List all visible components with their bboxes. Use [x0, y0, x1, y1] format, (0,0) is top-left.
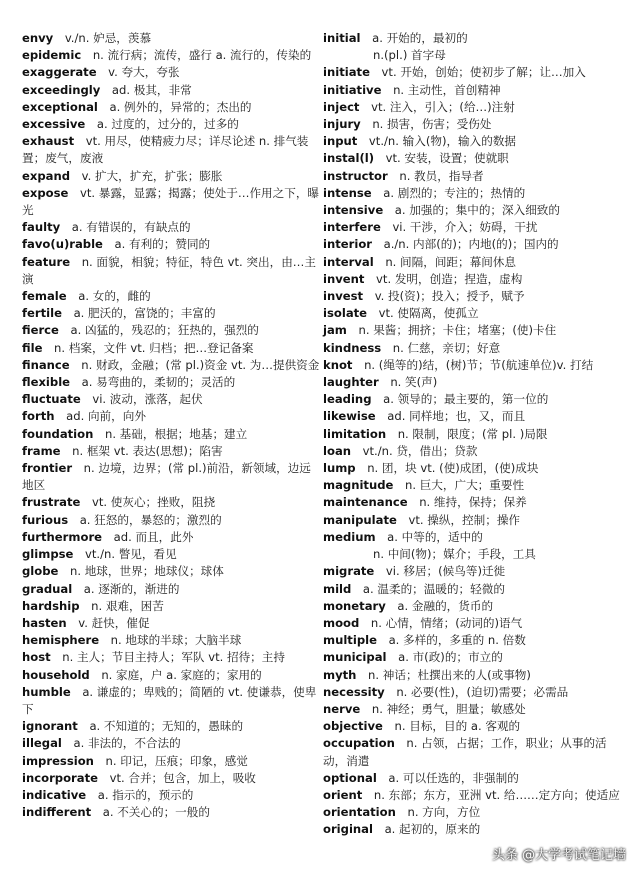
vocab-definition: n. 仁慈，亲切；好意 — [392, 340, 501, 355]
vocab-word: initiative — [323, 82, 382, 97]
vocab-word: limitation — [323, 426, 387, 441]
vocab-definition: vt. 使隔离，使孤立 — [378, 306, 479, 321]
vocab-definition: a. 例外的，异常的；杰出的 — [109, 99, 252, 114]
vocab-entry — [323, 581, 623, 598]
vocab-entry — [22, 168, 320, 185]
vocab-word: loan — [323, 443, 352, 458]
vocab-definition: v. 赶快，催促 — [78, 615, 150, 630]
vocab-word: optional — [323, 770, 377, 785]
vocab-definition: n.(pl.) 首字母 — [373, 48, 446, 63]
vocab-definition: a. 温柔的；温暖的；轻微的 — [362, 581, 505, 596]
vocab-definition: ad. 同样地；也，又，而且 — [387, 409, 526, 424]
vocab-word: medium — [323, 529, 376, 544]
vocab-entry — [22, 340, 320, 357]
vocab-definition: a. 起初的，原来的 — [384, 822, 481, 837]
vocab-entry — [22, 391, 320, 408]
vocab-definition: vt./n. 贷，借出；贷款 — [362, 443, 478, 458]
vocab-word: interval — [323, 254, 374, 269]
vocab-entry — [323, 649, 623, 666]
vocab-definition: n. 财政，金融；(常 pl.)资金 vt. 为…提供资金 — [81, 357, 320, 372]
vocab-word: gradual — [22, 581, 73, 596]
vocab-definition: n. 印记，压痕；印象，感觉 — [105, 753, 248, 768]
vocab-entry — [323, 529, 623, 546]
vocab-word: fierce — [22, 323, 59, 338]
vocab-definition: n. 基础，根据；地基；建立 — [104, 426, 248, 441]
vocab-definition: a. 多样的，多重的 n. 倍数 — [388, 633, 526, 648]
vocab-word: favo(u)rable — [22, 237, 103, 252]
vocab-entry — [323, 477, 623, 494]
vocab-entry — [22, 753, 320, 770]
vocab-entry — [22, 305, 320, 322]
vocab-definition: n. 限制，限度；(常 pl. )局限 — [397, 426, 548, 441]
vocab-definition: a. 开始的，最初的 — [372, 31, 468, 45]
vocab-entry — [22, 133, 320, 167]
vocab-entry — [323, 684, 623, 701]
vocab-entry — [323, 236, 623, 253]
vocab-word: objective — [323, 719, 383, 734]
vocab-word: migrate — [323, 564, 375, 579]
vocab-entry — [323, 546, 623, 563]
vocab-word: ignorant — [22, 719, 78, 734]
vocab-word: epidemic — [22, 48, 82, 63]
vocab-entry — [323, 271, 623, 288]
vocab-definition: n. 边境，边界；(常 pl.)前沿，新领域，边远地区 — [22, 461, 311, 493]
vocab-entry — [323, 598, 623, 615]
vocab-definition: n. 心情，情绪；(动词的)语气 — [370, 615, 523, 630]
vocab-definition: n. 必要(性)，(迫切)需要；必需品 — [396, 684, 569, 699]
vocab-entry — [22, 598, 320, 615]
vocab-word: knot — [323, 357, 353, 372]
vocab-definition: n. 中间(物)；媒介；手段，工具 — [373, 547, 536, 562]
vocab-entry — [323, 443, 623, 460]
vocab-word: furious — [22, 512, 69, 527]
vocab-word: hasten — [22, 615, 67, 630]
vocab-word: frame — [22, 443, 61, 458]
vocab-entry — [22, 374, 320, 391]
vocab-entry — [323, 787, 623, 804]
vocab-word: frontier — [22, 461, 73, 476]
vocab-definition: n. 神经；勇气，胆量；敏感处 — [371, 701, 526, 716]
vocab-entry — [22, 804, 320, 821]
vocab-entry — [22, 426, 320, 443]
vocab-definition: a. 女的，雌的 — [78, 289, 151, 304]
vocab-word: globe — [22, 564, 59, 579]
vocab-entry — [22, 357, 320, 374]
vocab-definition: n. 艰难，困苦 — [91, 598, 164, 613]
vocab-entry — [323, 770, 623, 787]
vocab-entry — [22, 236, 320, 253]
vocab-word: manipulate — [323, 512, 397, 527]
vocab-word: household — [22, 667, 90, 682]
vocab-word: exceptional — [22, 99, 98, 114]
vocab-entry — [22, 615, 320, 632]
vocab-word: orientation — [323, 805, 396, 820]
vocab-entry — [323, 512, 623, 529]
vocab-definition: n. (绳等的)结，(树)节；节(航速单位)v. 打结 — [364, 357, 594, 372]
vocab-definition: n. 档案，文件 vt. 归档；把…登记备案 — [54, 340, 254, 355]
vocab-entry — [323, 821, 623, 838]
vocab-entry — [22, 718, 320, 735]
vocab-word: glimpse — [22, 547, 74, 562]
vocab-entry — [22, 667, 320, 684]
vocab-definition: ad. 而且，此外 — [113, 529, 194, 544]
vocab-entry — [22, 322, 320, 339]
left-column — [22, 30, 320, 821]
vocab-entry — [22, 649, 320, 666]
vocab-entry — [22, 770, 320, 787]
vocab-entry — [323, 357, 623, 374]
vocab-definition: a. 有错误的，有缺点的 — [71, 220, 191, 235]
vocab-definition: vt./n. 输入(物)，输入的数据 — [368, 134, 517, 149]
vocab-entry — [323, 185, 623, 202]
vocab-definition: a. 市(政)的；市立的 — [398, 650, 503, 665]
vocab-definition: n. 家庭，户 a. 家庭的；家用的 — [101, 667, 262, 682]
vocab-word: expand — [22, 168, 71, 183]
vocab-entry — [323, 82, 623, 99]
vocab-entry — [22, 82, 320, 99]
vocab-definition: a. 指示的，预示的 — [97, 787, 194, 802]
vocab-entry — [323, 667, 623, 684]
vocab-word: leading — [323, 392, 372, 407]
vocab-definition: vi. 干涉，介入；妨碍，干扰 — [392, 220, 538, 235]
vocab-definition: n. 目标，目的 a. 客观的 — [394, 719, 521, 734]
vocab-entry — [22, 563, 320, 580]
vocab-definition: a. 有利的；赞同的 — [114, 237, 211, 252]
vocab-word: file — [22, 340, 43, 355]
vocab-definition: v./n. 妒忌，羡慕 — [64, 31, 152, 45]
vocab-word: impression — [22, 753, 94, 768]
vocab-word: necessity — [323, 684, 385, 699]
vocab-entry — [323, 116, 623, 133]
vocab-entry — [22, 787, 320, 804]
vocab-entry — [22, 684, 320, 718]
vocab-entry — [22, 219, 320, 236]
vocab-word: kindness — [323, 340, 382, 355]
vocab-definition: v. 夸大，夸张 — [108, 65, 180, 80]
vocab-word: feature — [22, 254, 71, 269]
vocab-entry — [22, 30, 320, 47]
vocab-definition: a. 凶猛的，残忍的；狂热的，强烈的 — [70, 323, 259, 338]
vocab-definition: n. 方向，方位 — [407, 805, 481, 820]
vocab-entry — [323, 701, 623, 718]
vocab-definition: vt. 暴露，显露；揭露；使处于…作用之下，曝光 — [22, 185, 320, 218]
vocab-entry — [323, 99, 623, 116]
vocab-definition: ad. 极其，非常 — [111, 82, 192, 97]
vocab-word: input — [323, 134, 358, 149]
vocab-word: indifferent — [22, 805, 92, 820]
vocab-entry — [22, 408, 320, 425]
vocab-definition: vt. 注入，引入；(给…)注射 — [371, 99, 515, 114]
vocab-word: host — [22, 650, 51, 665]
vocab-definition: vt. 发明，创造；捏造，虚构 — [376, 271, 523, 286]
vocab-word: intensive — [323, 203, 384, 218]
vocab-definition: a. 谦虚的；卑贱的；简陋的 vt. 使谦恭，使卑下 — [22, 684, 317, 716]
vocab-definition: vi. 移居；(候鸟等)迁徙 — [385, 564, 506, 579]
vocab-word: laughter — [323, 375, 379, 390]
vocab-word: magnitude — [323, 478, 394, 493]
vocab-entry — [22, 546, 320, 563]
vocab-entry — [22, 460, 320, 494]
vocab-word: lump — [323, 461, 356, 476]
vocab-entry — [323, 426, 623, 443]
vocab-definition: a. 非法的，不合法的 — [73, 736, 181, 751]
vocab-word: myth — [323, 667, 357, 682]
vocab-word: hardship — [22, 598, 80, 613]
vocab-word: mood — [323, 615, 360, 630]
vocab-definition: n. 框架 vt. 表达(思想)；陷害 — [72, 443, 223, 458]
vocab-entry — [323, 47, 623, 64]
vocab-entry — [323, 168, 623, 185]
vocab-entry — [22, 581, 320, 598]
vocab-entry — [22, 494, 320, 511]
vocab-definition: a. 易弯曲的，柔韧的；灵活的 — [81, 375, 236, 390]
vocab-definition: n. 团，块 vt. (使)成团，(使)成块 — [367, 461, 539, 476]
vocab-word: finance — [22, 357, 70, 372]
vocab-word: exhaust — [22, 134, 75, 149]
vocab-entry — [323, 30, 623, 47]
vocab-definition: n. 东部；东方，亚洲 vt. 给……定方向；使适应 — [373, 787, 620, 802]
vocab-entry — [22, 99, 320, 116]
vocab-word: occupation — [323, 736, 395, 751]
vocab-definition: vt. 安装，设置；使就职 — [385, 151, 509, 166]
vocab-entry — [22, 288, 320, 305]
vocab-definition: vt. 开始，创始；使初步了解；让…加入 — [381, 65, 586, 80]
vocab-definition: vt./n. 瞥见，看见 — [85, 547, 177, 562]
vocab-definition: v. 扩大，扩充，扩张；膨胀 — [81, 168, 223, 183]
vocab-definition: n. 笑(声) — [390, 375, 438, 390]
vocab-definition: n. 地球，世界；地球仪；球体 — [70, 564, 224, 579]
vocab-word: expose — [22, 185, 69, 200]
vocab-entry — [22, 735, 320, 752]
vocab-definition: ad. 向前，向外 — [66, 409, 146, 424]
vocab-word: instructor — [323, 168, 388, 183]
watermark: 头条 @大学考试笔记墙 — [491, 847, 626, 863]
vocab-word: multiple — [323, 633, 377, 648]
vocab-definition: n. 主人；节目主持人；军队 vt. 招待；主持 — [62, 650, 285, 665]
vocab-word: instal(l) — [323, 151, 375, 166]
vocab-definition: vt. 合并；包含，加上，吸收 — [109, 770, 256, 785]
vocab-entry — [323, 340, 623, 357]
vocab-entry — [323, 254, 623, 271]
vocab-definition: a. 金融的，货币的 — [397, 598, 494, 613]
vocab-entry — [323, 615, 623, 632]
vocab-word: initiate — [323, 65, 370, 80]
vocab-word: initial — [323, 31, 361, 45]
vocab-definition: a./n. 内部(的)；内地(的)；国内的 — [383, 237, 559, 252]
vocab-entry — [22, 116, 320, 133]
vocab-entry — [323, 494, 623, 511]
vocab-word: envy — [22, 31, 54, 45]
vocab-word: inject — [323, 99, 360, 114]
vocab-entry — [323, 202, 623, 219]
vocab-word: invest — [323, 289, 364, 304]
vocab-word: excessive — [22, 117, 86, 132]
vocab-entry — [323, 150, 623, 167]
vocab-definition: n. 损害，伤害；受伤处 — [372, 117, 492, 132]
vocab-word: mild — [323, 581, 352, 596]
vocab-word: municipal — [323, 650, 387, 665]
vocab-word: foundation — [22, 426, 94, 441]
vocab-definition: a. 过度的，过分的，过多的 — [96, 117, 239, 132]
vocab-word: isolate — [323, 306, 368, 321]
vocab-entry — [323, 374, 623, 391]
vocab-word: flexible — [22, 375, 71, 390]
vocab-word: forth — [22, 409, 55, 424]
vocab-definition: n. 流行病；流传，盛行 a. 流行的，传染的 — [92, 48, 312, 63]
vocab-entry — [323, 288, 623, 305]
vocab-definition: n. 面貌，相貌；特征，特色 vt. 突出，由…主演 — [22, 254, 316, 286]
vocab-word: exceedingly — [22, 82, 101, 97]
vocab-definition: n. 主动性，首创精神 — [393, 82, 501, 97]
vocab-word: faulty — [22, 220, 61, 235]
vocab-word: furthermore — [22, 529, 103, 544]
vocab-word: intense — [323, 185, 372, 200]
vocab-definition: a. 领导的；最主要的，第一位的 — [383, 392, 549, 407]
vocab-entry — [323, 64, 623, 81]
vocab-word: incorporate — [22, 770, 98, 785]
vocab-definition: a. 剧烈的；专注的；热情的 — [383, 185, 526, 200]
vocab-word: fertile — [22, 306, 62, 321]
right-column — [323, 30, 623, 839]
vocab-word: nerve — [323, 701, 361, 716]
vocab-word: interior — [323, 237, 373, 252]
vocab-entry — [22, 632, 320, 649]
vocab-definition: a. 中等的，适中的 — [387, 529, 483, 544]
vocab-word: original — [323, 822, 373, 837]
vocab-definition: a. 不关心的；一般的 — [102, 805, 210, 820]
vocab-entry — [323, 735, 623, 769]
vocab-entry — [323, 632, 623, 649]
vocab-word: fluctuate — [22, 392, 81, 407]
vocab-word: indicative — [22, 787, 87, 802]
vocab-word: maintenance — [323, 495, 408, 510]
vocab-word: frustrate — [22, 495, 81, 510]
vocab-entry — [323, 133, 623, 150]
vocab-entry — [22, 185, 320, 219]
vocab-entry — [323, 305, 623, 322]
vocab-entry — [22, 64, 320, 81]
vocab-entry — [22, 47, 320, 64]
vocab-word: likewise — [323, 409, 376, 424]
vocab-entry — [323, 563, 623, 580]
vocab-word: exaggerate — [22, 65, 97, 80]
vocab-entry — [22, 254, 320, 288]
vocab-word: monetary — [323, 598, 386, 613]
vocab-entry — [323, 322, 623, 339]
vocab-definition: a. 肥沃的，富饶的；丰富的 — [73, 306, 216, 321]
vocab-definition: n. 维持，保持；保养 — [419, 495, 527, 510]
vocab-definition: n. 果酱；拥挤；卡住；堵塞；(使)卡住 — [358, 323, 557, 338]
vocab-definition: a. 逐渐的，渐进的 — [83, 581, 180, 596]
vocab-definition: a. 不知道的；无知的，愚昧的 — [89, 719, 244, 734]
vocab-word: injury — [323, 117, 361, 132]
vocab-entry — [323, 460, 623, 477]
vocab-entry — [323, 408, 623, 425]
vocab-word: female — [22, 289, 67, 304]
vocab-word: illegal — [22, 736, 62, 751]
vocab-definition: vi. 波动，涨落，起伏 — [92, 392, 203, 407]
vocab-definition: n. 教员，指导者 — [399, 168, 484, 183]
vocab-entry — [22, 512, 320, 529]
vocab-entry — [323, 219, 623, 236]
vocab-definition: vt. 用尽，使精疲力尽；详尽论述 n. 排气装置；废气，废液 — [22, 134, 309, 166]
vocab-definition: n. 地球的半球；大脑半球 — [110, 633, 242, 648]
vocab-definition: a. 狂怒的，暴怒的；激烈的 — [79, 512, 222, 527]
vocab-entry — [323, 804, 623, 821]
vocab-definition: n. 占领，占据；工作，职业；从事的活动，消遣 — [323, 736, 607, 768]
vocab-definition: n. 神话；杜撰出来的人(或事物) — [368, 667, 531, 682]
vocab-definition: a. 加强的；集中的；深入细致的 — [394, 203, 560, 218]
vocab-entry — [22, 443, 320, 460]
vocab-definition: n. 间隔，间距；幕间休息 — [385, 254, 516, 269]
vocab-definition: vt. 使灰心；挫败，阻挠 — [92, 495, 216, 510]
vocab-word: humble — [22, 684, 71, 699]
vocab-word: orient — [323, 787, 363, 802]
vocab-definition: a. 可以任选的，非强制的 — [388, 770, 519, 785]
vocab-definition: n. 巨大，广大；重要性 — [404, 478, 525, 493]
vocab-definition: vt. 操纵，控制；操作 — [408, 512, 521, 527]
vocab-entry — [323, 718, 623, 735]
vocab-entry — [323, 391, 623, 408]
vocab-word: hemisphere — [22, 633, 100, 648]
vocab-entry — [22, 529, 320, 546]
vocab-word: invent — [323, 271, 365, 286]
vocab-word: jam — [323, 323, 347, 338]
vocab-word: interfere — [323, 220, 381, 235]
vocab-definition: v. 投(资)；投入；授予，赋予 — [374, 289, 525, 304]
